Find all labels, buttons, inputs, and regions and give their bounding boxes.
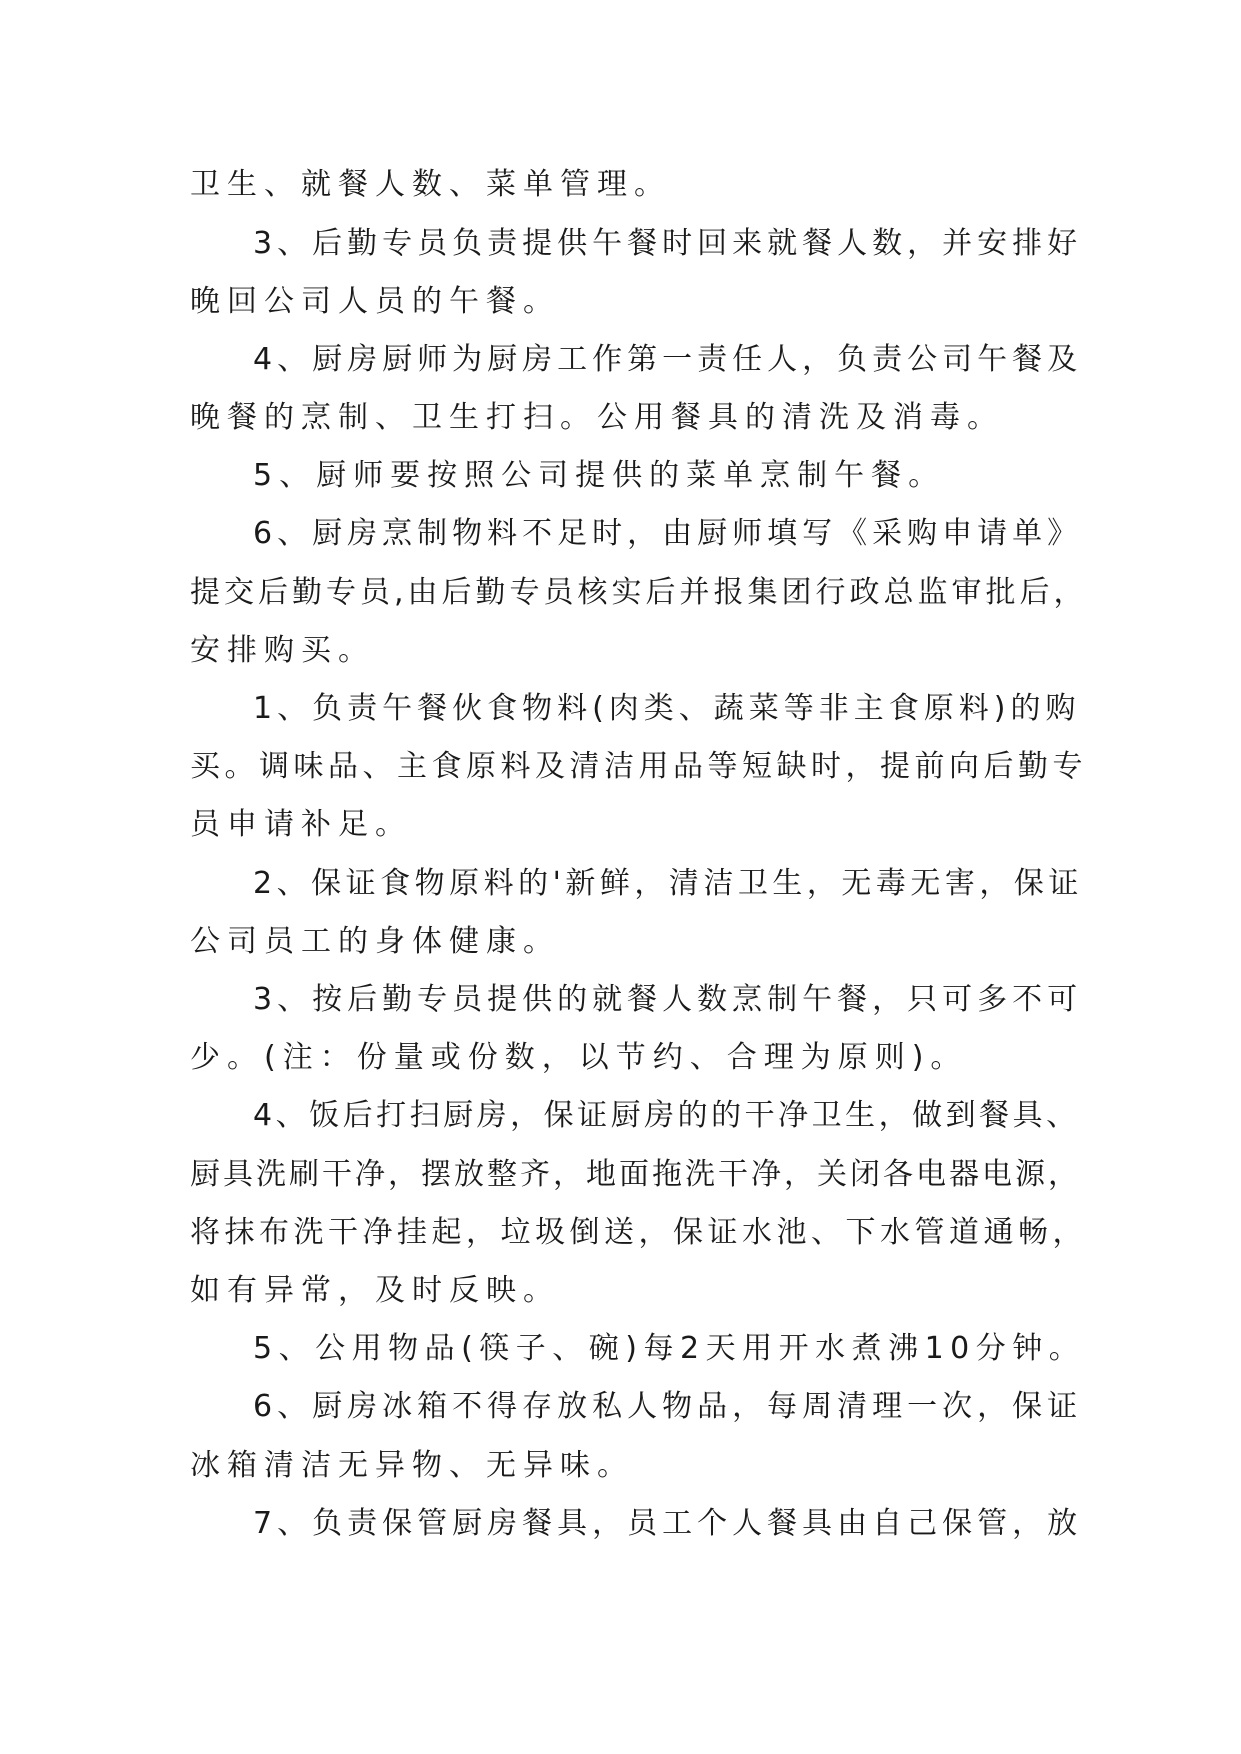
- text-line: 买。调味品、主食原料及清洁用品等短缺时，提前向后勤专: [190, 749, 1087, 784]
- text-line: 6、厨房烹制物料不足时，由厨师填写《采购申请单》: [253, 516, 1083, 551]
- text-line: 安排购买。: [190, 633, 375, 668]
- text-line: 3、后勤专员负责提供午餐时回来就餐人数，并安排好: [253, 226, 1083, 261]
- text-line: 6、厨房冰箱不得存放私人物品，每周清理一次，保证: [253, 1389, 1083, 1424]
- text-line: 员申请补足。: [190, 807, 412, 842]
- text-line: 1、负责午餐伙食物料(肉类、蔬菜等非主食原料)的购: [253, 691, 1081, 726]
- text-line: 冰箱清洁无异物、无异味。: [190, 1448, 634, 1483]
- text-line: 4、厨房厨师为厨房工作第一责任人，负责公司午餐及: [253, 342, 1083, 377]
- text-line: 4、饭后打扫厨房，保证厨房的的干净卫生，做到餐具、: [253, 1098, 1080, 1133]
- text-line: 公司员工的身体健康。: [190, 924, 560, 959]
- text-line: 5、公用物品(筷子、碗)每2天用开水煮沸10分钟。: [253, 1331, 1086, 1366]
- text-line: 5、厨师要按照公司提供的菜单烹制午餐。: [253, 458, 946, 493]
- text-line: 晚餐的烹制、卫生打扫。公用餐具的清洗及消毒。: [190, 400, 1004, 435]
- text-line: 7、负责保管厨房餐具，员工个人餐具由自己保管，放: [253, 1506, 1083, 1541]
- text-line: 如有异常，及时反映。: [190, 1273, 560, 1308]
- text-line: 卫生、就餐人数、菜单管理。: [190, 167, 671, 202]
- text-line: 3、按后勤专员提供的就餐人数烹制午餐，只可多不可: [253, 982, 1083, 1017]
- text-line: 将抹布洗干净挂起，垃圾倒送，保证水池、下水管道通畅，: [190, 1215, 1087, 1250]
- text-line: 提交后勤专员,由后勤专员核实后并报集团行政总监审批后，: [190, 575, 1088, 610]
- text-line: 2、保证食物原料的'新鲜，清洁卫生，无毒无害，保证: [253, 866, 1083, 901]
- text-line: 少。(注：份量或份数，以节约、合理为原则)。: [190, 1040, 968, 1075]
- text-line: 厨具洗刷干净，摆放整齐，地面拖洗干净，关闭各电器电源，: [190, 1157, 1081, 1192]
- text-line: 晚回公司人员的午餐。: [190, 284, 560, 319]
